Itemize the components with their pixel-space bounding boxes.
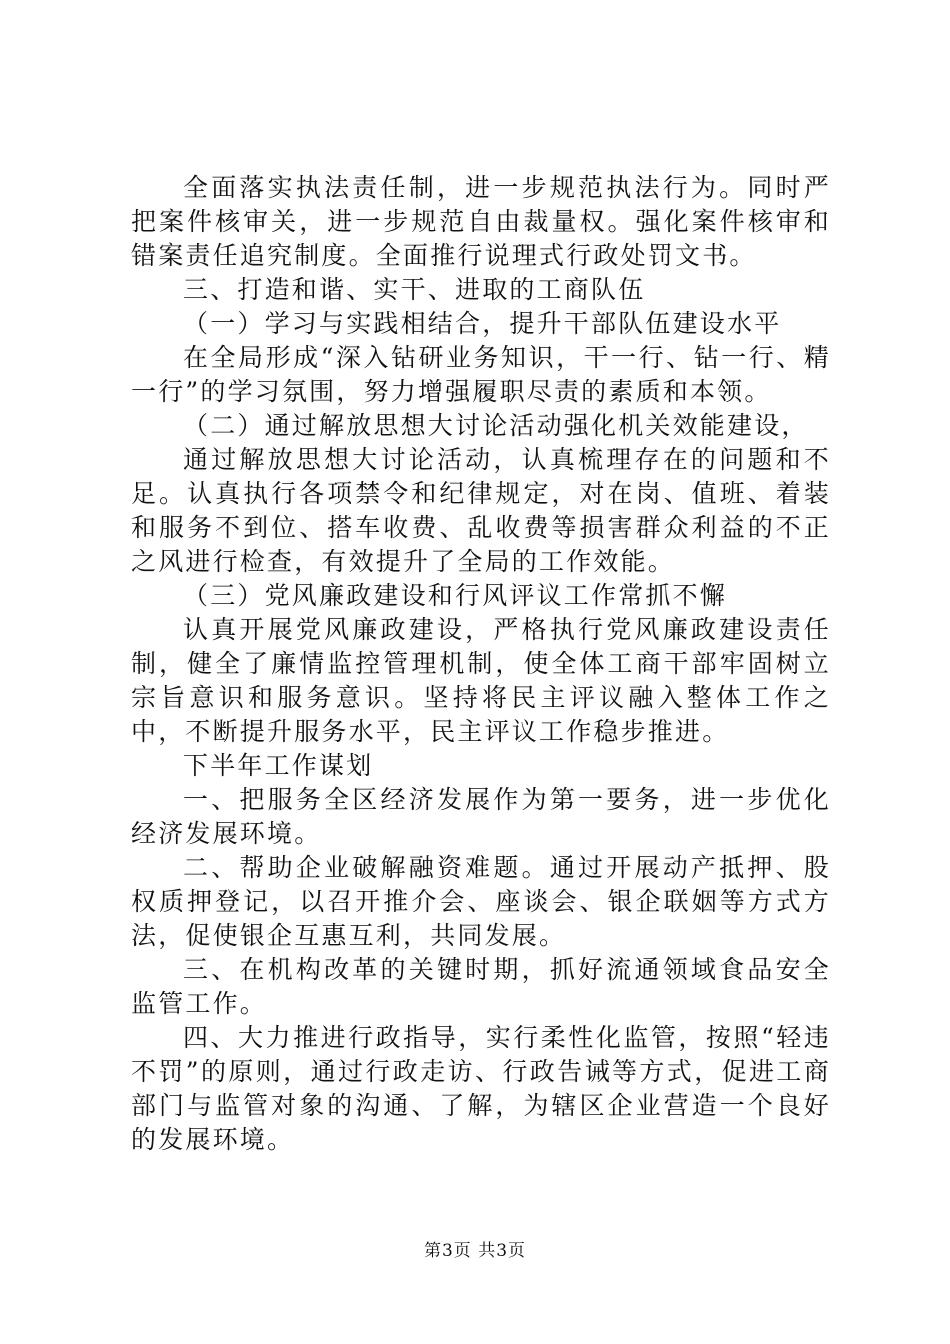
plan-item-four: 四、大力推进行政指导，实行柔性化监管，按照“轻违不罚”的原则，通过行政走访、行政告诫等方式，促进工商部门与监管对象的沟通、了解，为辖区企业营造一个良好的发展环境。 bbox=[131, 1023, 831, 1154]
subheading-integrity: （三）党风廉政建设和行风评议工作常抓不懈 bbox=[183, 581, 728, 610]
heading-section-three: 三、打造和谐、实干、进取的工商队伍 bbox=[183, 275, 646, 304]
plan-item-two: 二、帮助企业破解融资难题。通过开展动产抵押、股权质押登记，以召开推介会、座谈会、银企联姻等方式方法，促使银企互惠互利，共同发展。 bbox=[131, 853, 831, 950]
subheading-study-practice: （一）学习与实践相结合，提升干部队伍建设水平 bbox=[183, 309, 782, 338]
paragraph-law-enforcement: 全面落实执法责任制，进一步规范执法行为。同时严把案件核审关，进一步规范自由裁量权。强化案件核审和错案责任追究制度。全面推行说理式行政处罚文书。 bbox=[131, 173, 831, 270]
page-number-footer: 第3页 共3页 bbox=[423, 1241, 527, 1261]
plan-item-three: 三、在机构改革的关键时期，抓好流通领域食品安全监管工作。 bbox=[131, 955, 831, 1018]
subheading-efficiency: （二）通过解放思想大讨论活动强化机关效能建设， bbox=[183, 411, 809, 440]
paragraph-efficiency: 通过解放思想大讨论活动，认真梳理存在的问题和不足。认真执行各项禁令和纪律规定，对在岗、值班、着装和服务不到位、搭车收费、乱收费等损害群众利益的不正之风进行检查，有效提升了全局的工作效能。 bbox=[131, 445, 831, 576]
paragraph-integrity: 认真开展党风廉政建设，严格执行党风廉政建设责任制，健全了廉情监控管理机制，使全体工商干部牢固树立宗旨意识和服务意识。坚持将民主评议融入整体工作之中，不断提升服务水平，民主评议工作稳步推进。 bbox=[131, 615, 831, 746]
paragraph-study-atmosphere: 在全局形成“深入钻研业务知识，干一行、钻一行、精一行”的学习氛围，努力增强履职尽责的素质和本领。 bbox=[131, 343, 831, 406]
plan-item-one: 一、把服务全区经济发展作为第一要务，进一步优化经济发展环境。 bbox=[131, 785, 831, 848]
document-body bbox=[131, 171, 831, 1157]
heading-second-half-plan: 下半年工作谋划 bbox=[183, 751, 374, 780]
